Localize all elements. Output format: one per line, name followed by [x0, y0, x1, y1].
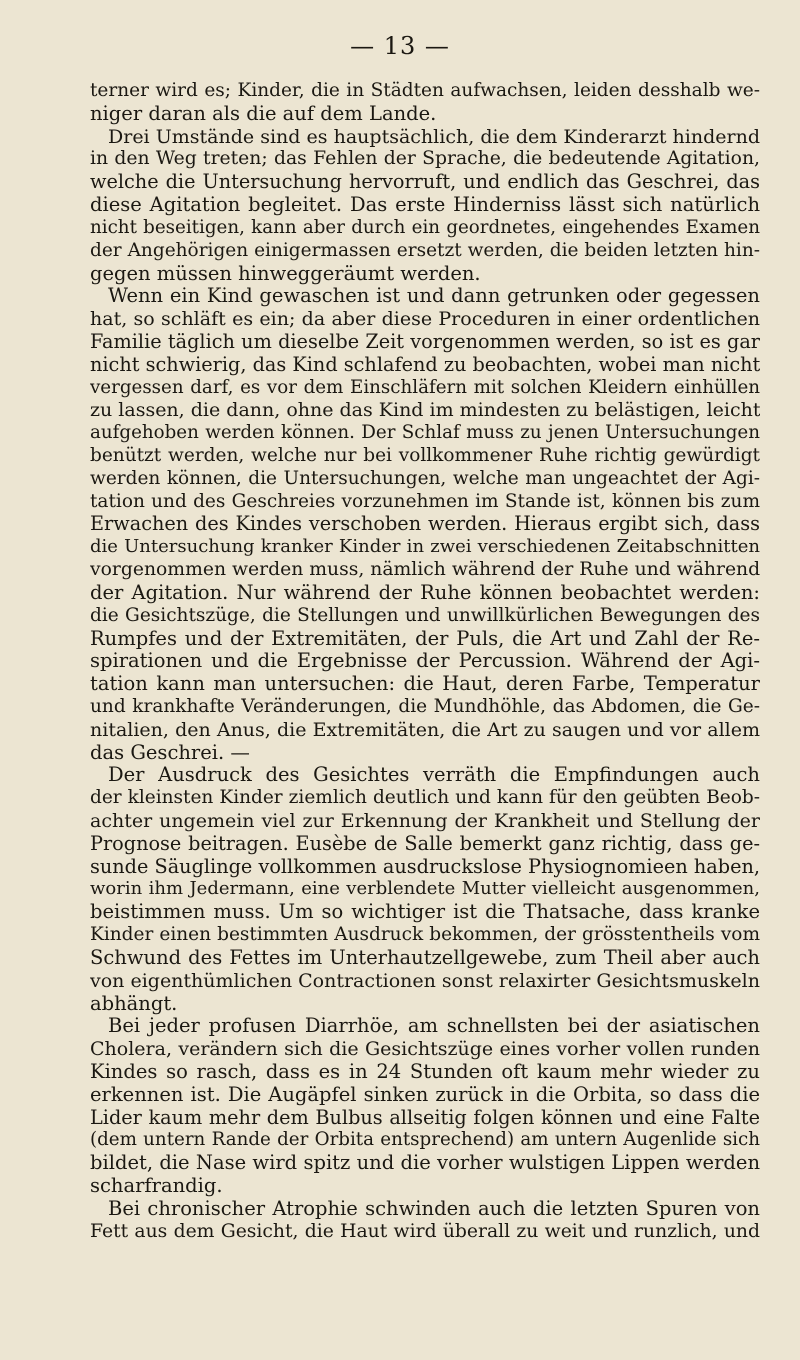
text-line: die Gesichtszüge, die Stellungen und unwillkürlichen Bewegungen des — [90, 604, 760, 626]
text-line: worin ihm Jedermann, eine verblendete Mutter vielleicht ausgenommen, — [90, 878, 760, 900]
text-line: werden können, die Untersuchungen, welche man ungeachtet der Agi- — [90, 467, 760, 489]
text-line: die Untersuchung kranker Kinder in zwei verschiedenen Zeitabschnitten — [90, 536, 760, 558]
text-line: vorgenommen werden muss, nämlich während der Ruhe und während — [90, 559, 760, 581]
text-line: der Angehörigen einigermassen ersetzt werden, die beiden letzten hin- — [90, 239, 760, 261]
text-line: Familie täglich um dieselbe Zeit vorgenommen werden, so ist es gar — [90, 330, 760, 353]
text-line: Erwachen des Kindes verschoben werden. Hieraus ergibt sich, dass — [90, 513, 760, 536]
text-line: scharfrandig. — [90, 1175, 223, 1197]
text-line: nitalien, den Anus, die Extremitäten, die Art zu saugen und vor allem — [90, 718, 760, 741]
text-line: Rumpfes und der Extremitäten, der Puls, die Art und Zahl der Re- — [90, 627, 760, 650]
text-line: (dem untern Rande der Orbita entsprechend) am untern Augenlide sich — [90, 1129, 760, 1151]
text-line: Der Ausdruck des Gesichtes verräth die Empfindungen auch — [108, 764, 760, 787]
text-line: gegen müssen hinweggeräumt werden. — [90, 262, 481, 285]
text-line: nicht schwierig, das Kind schlafend zu beobachten, wobei man nicht — [90, 353, 760, 376]
text-line: das Geschrei. — — [90, 741, 250, 764]
text-line: Schwund des Fettes im Unterhautzellgewebe, zum Theil aber auch — [90, 946, 760, 969]
text-line: und krankhafte Veränderungen, die Mundhöhle, das Abdomen, die Ge- — [90, 695, 760, 717]
text-line: Cholera, verändern sich die Gesichtszüge eines vorher vollen runden — [90, 1038, 760, 1061]
text-line: Drei Umstände sind es hauptsächlich, die dem Kinderarzt hindernd — [108, 125, 760, 148]
text-line: Kindes so rasch, dass es in 24 Stunden oft kaum mehr wieder zu — [90, 1060, 760, 1083]
text-line: in den Weg treten; das Fehlen der Sprache, die bedeutende Agitation, — [90, 148, 760, 170]
text-line: bildet, die Nase wird spitz und die vorher wulstigen Lippen werden — [90, 1152, 760, 1175]
text-line: aufgehoben werden können. Der Schlaf muss zu jenen Untersuchungen — [90, 422, 760, 444]
text-line: tation und des Geschreies vorzunehmen im Stande ist, können bis zum — [90, 490, 760, 512]
text-line: Wenn ein Kind gewaschen ist und dann getrunken oder gegessen — [108, 285, 760, 308]
text-line: abhängt. — [90, 992, 178, 1015]
text-line: hat, so schläft es ein; da aber diese Proceduren in einer ordentlichen — [90, 308, 760, 331]
text-line: sunde Säuglinge vollkommen ausdruckslose Physiognomieen haben, — [90, 855, 760, 878]
text-line: erkennen ist. Die Augäpfel sinken zurück in die Orbita, so dass die — [90, 1083, 760, 1106]
text-line: tation kann man untersuchen: die Haut, deren Farbe, Temperatur — [90, 673, 760, 696]
body-text — [90, 80, 760, 1243]
text-line: diese Agitation begleitet. Das erste Hinderniss lässt sich natürlich — [90, 194, 760, 217]
text-line: vergessen darf, es vor dem Einschläfern mit solchen Kleidern einhüllen — [90, 376, 760, 398]
text-line: Bei jeder profusen Diarrhöe, am schnellsten bei der asiatischen — [108, 1015, 760, 1038]
text-line: niger daran als die auf dem Lande. — [90, 102, 437, 125]
text-line: der Agitation. Nur während der Ruhe können beobachtet werden: — [90, 581, 760, 604]
text-line: Lider kaum mehr dem Bulbus allseitig folgen können und eine Falte — [90, 1106, 760, 1129]
text-line: Fett aus dem Gesicht, die Haut wird überall zu weit und runzlich, und — [90, 1220, 760, 1242]
text-line: benützt werden, welche nur bei vollkommener Ruhe richtig gewürdigt — [90, 445, 760, 466]
text-line: Bei chronischer Atrophie schwinden auch die letzten Spuren von — [108, 1197, 760, 1220]
text-line: zu lassen, die dann, ohne das Kind im mindesten zu belästigen, leicht — [90, 399, 760, 422]
text-line: Kinder einen bestimmten Ausdruck bekommen, der grösstentheils vom — [90, 924, 760, 946]
text-line: beistimmen muss. Um so wichtiger ist die Thatsache, dass kranke — [90, 901, 760, 924]
text-line: der kleinsten Kinder ziemlich deutlich und kann für den geübten Beob- — [90, 787, 760, 809]
text-line: terner wird es; Kinder, die in Städten aufwachsen, leiden desshalb we- — [90, 80, 760, 101]
text-line: von eigenthümlichen Contractionen sonst relaxirter Gesichtsmuskeln — [90, 969, 760, 992]
text-line: spirationen und die Ergebnisse der Percussion. Während der Agi- — [90, 650, 760, 673]
page-number: — 13 — — [350, 32, 450, 60]
text-line: nicht beseitigen, kann aber durch ein geordnetes, eingehendes Examen — [90, 216, 760, 238]
text-line: Prognose beitragen. Eusèbe de Salle bemerkt ganz richtig, dass ge- — [90, 832, 760, 855]
text-line: welche die Untersuchung hervorruft, und endlich das Geschrei, das — [90, 171, 760, 194]
text-line: achter ungemein viel zur Erkennung der Krankheit und Stellung der — [90, 810, 760, 832]
